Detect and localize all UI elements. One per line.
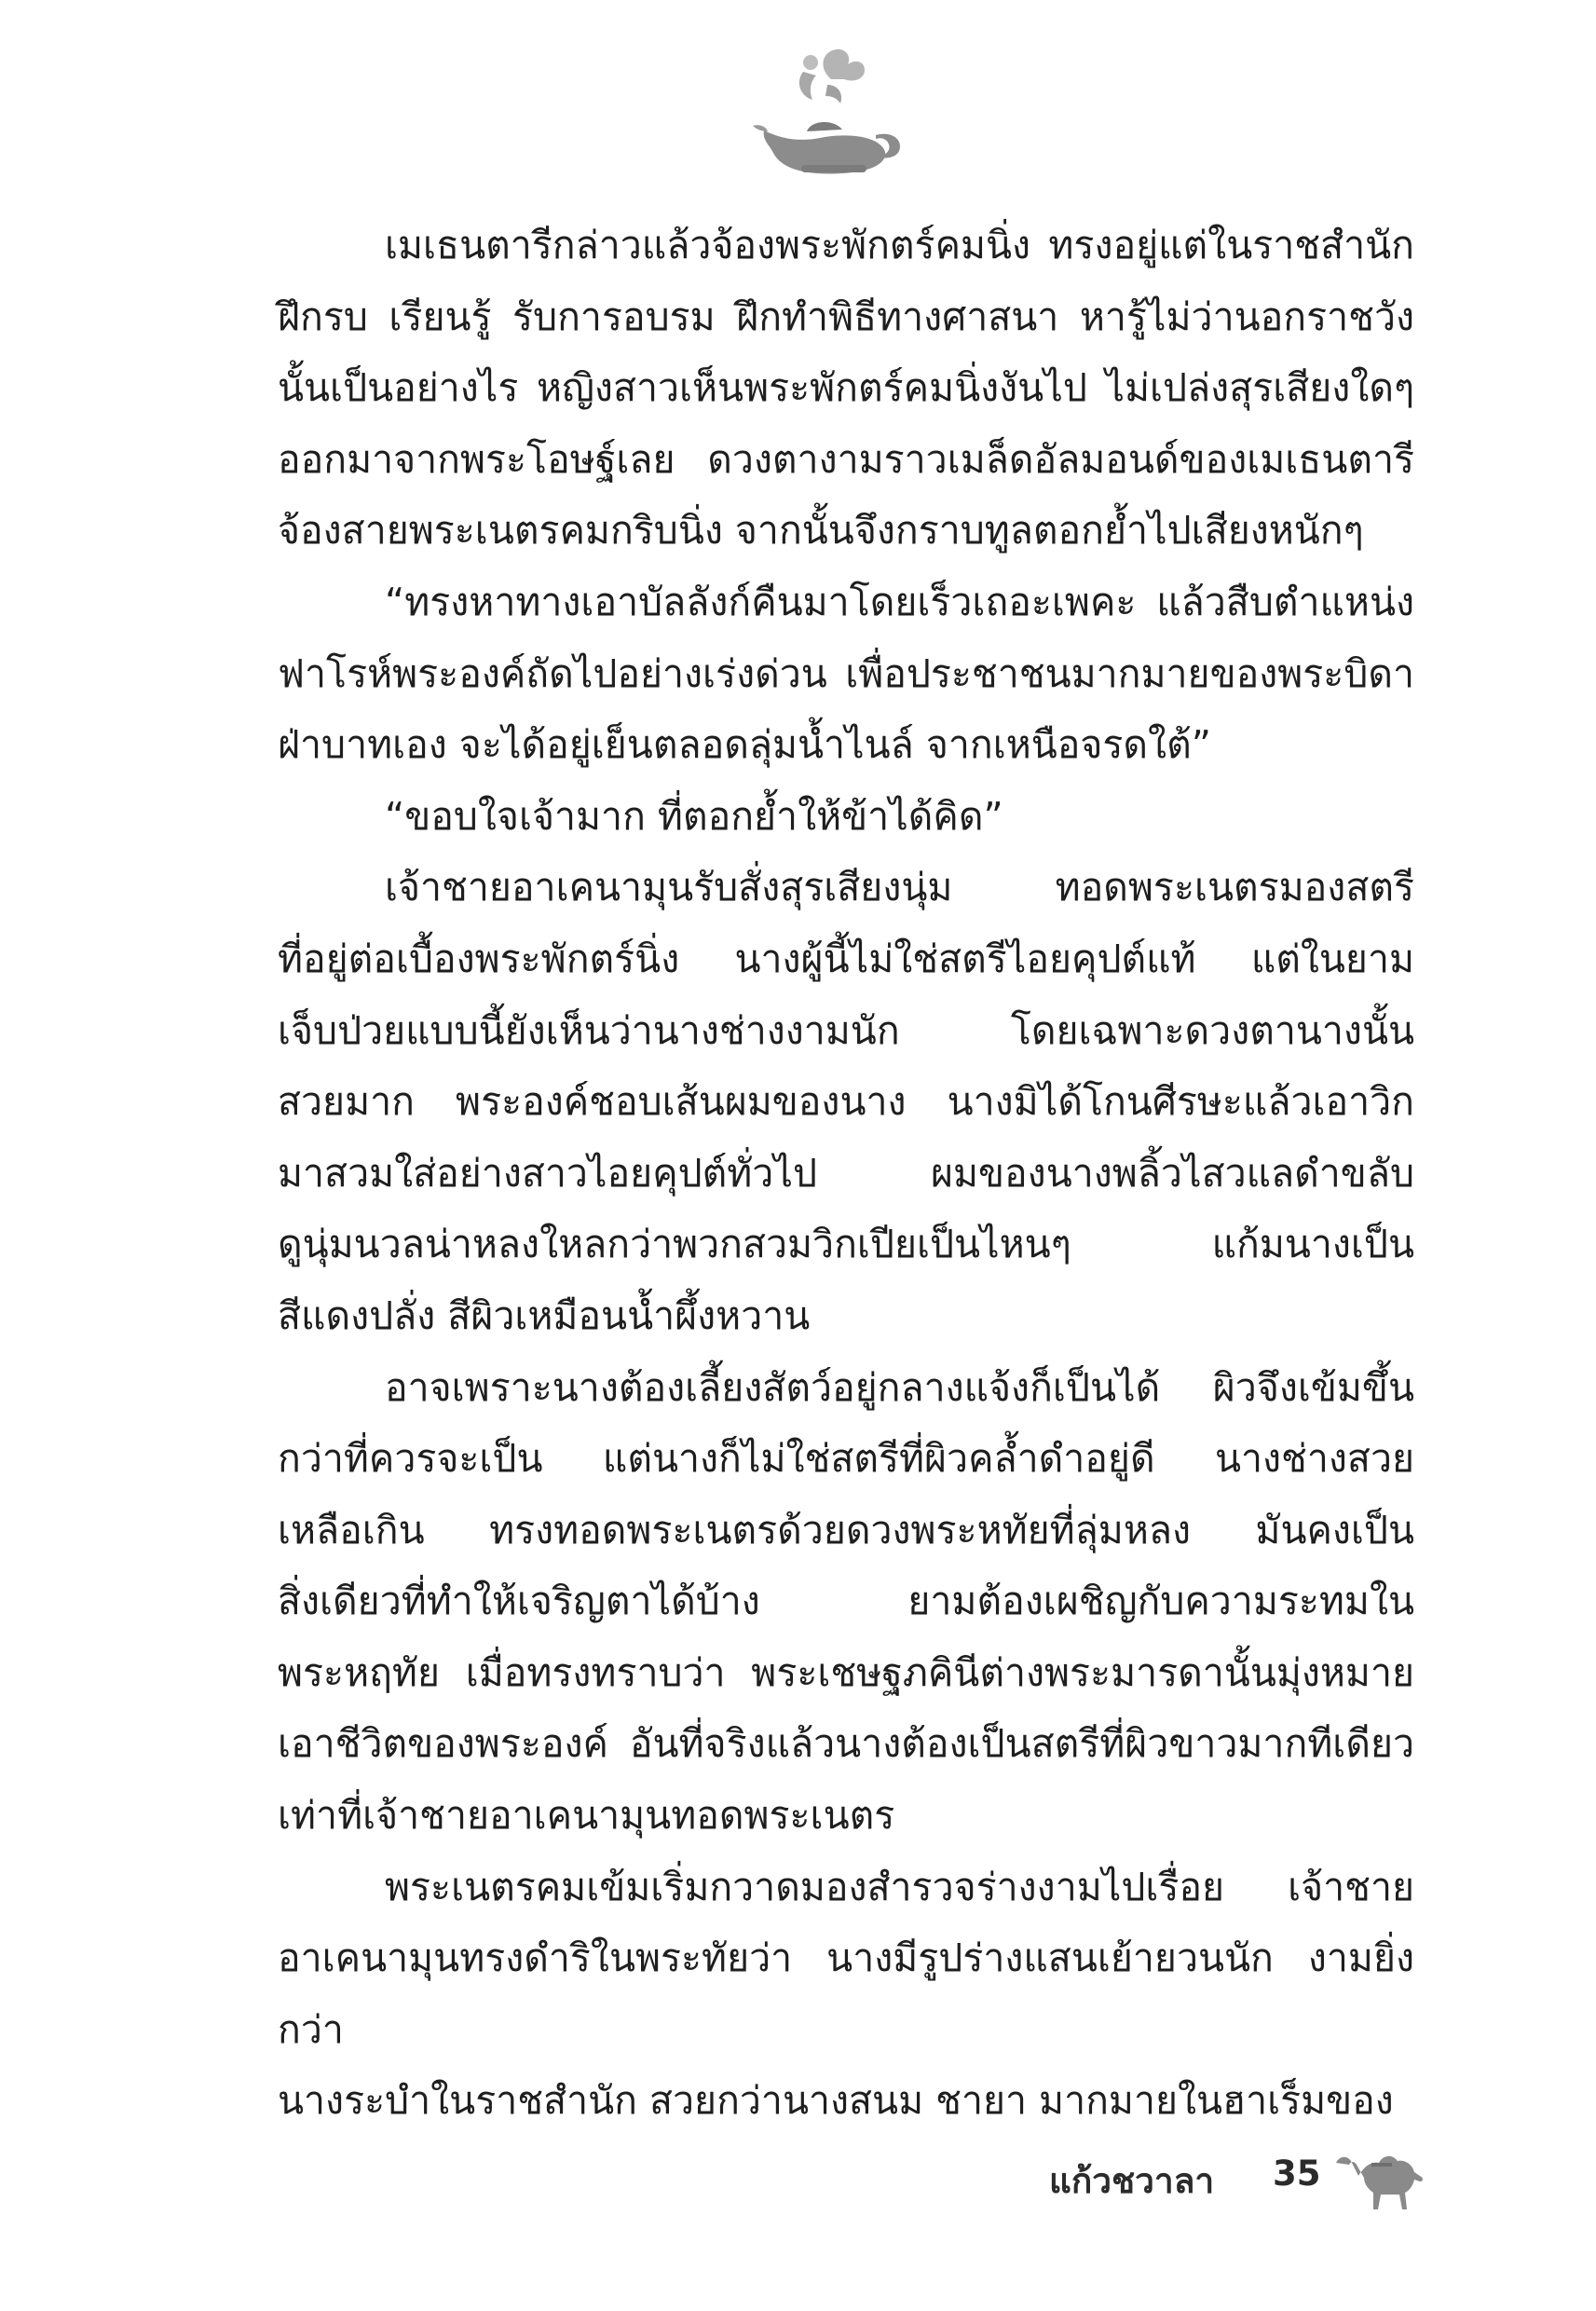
book-title: แก้วชวาลา — [1049, 2161, 1215, 2201]
text-line: มาสวมใส่อย่างสาวไอยคุปต์ทั่วไป ผมของนางพลิ้วไสวแลดำขลับ — [278, 1150, 1414, 1196]
text-line: เจ็บป่วยแบบนี้ยังเห็นว่านางช่างงามนัก โดยเฉพาะดวงตานางนั้น — [278, 1007, 1414, 1053]
text-line: อาเคนามุนทรงดำริในพระทัยว่า นางมีรูปร่างแสนเย้ายวนนัก งามยิ่งกว่า — [278, 1935, 1414, 2052]
text-line: สีแดงปลั่ง สีผิวเหมือนน้ำผึ้งหวาน — [278, 1292, 811, 1338]
genie-lamp-icon — [745, 42, 922, 182]
text-line: จ้องสายพระเนตรคมกริบนิ่ง จากนั้นจึงกราบทูลตอกย้ำไปเสียงหนักๆ — [278, 508, 1364, 554]
text-line: เอาชีวิตของพระองค์ อันที่จริงแล้วนางต้องเป็นสตรีที่ผิวขาวมากทีเดียว — [278, 1721, 1414, 1767]
text-line: นั้นเป็นอย่างไร หญิงสาวเห็นพระพักตร์คมนิ่งงันไป ไม่เปล่งสุรเสียงใดๆ — [278, 365, 1414, 411]
text-line: สิ่งเดียวที่ทำให้เจริญตาได้บ้าง ยามต้องเผชิญกับความระทมใน — [278, 1579, 1414, 1624]
camel-icon — [1329, 2139, 1431, 2213]
text-line: กว่าที่ควรจะเป็น แต่นางก็ไม่ใช่สตรีที่ผิวคล้ำดำอยู่ดี นางช่างสวย — [278, 1436, 1414, 1482]
text-line: สวยมาก พระองค์ชอบเส้นผมของนาง นางมิได้โกนศีรษะแล้วเอาวิก — [278, 1079, 1414, 1125]
text-line: เท่าที่เจ้าชายอาเคนามุนทอดพระเนตร — [278, 1793, 895, 1839]
text-line: “ขอบใจเจ้ามาก ที่ตอกย้ำให้ข้าได้คิด” — [385, 793, 1003, 839]
text-line: เมเธนตารีกล่าวแล้วจ้องพระพักตร์คมนิ่ง ทรงอยู่แต่ในราชสำนัก — [385, 223, 1414, 267]
text-line: ฝ่าบาทเอง จะได้อยู่เย็นตลอดลุ่มน้ำไนล์ จากเหนือจรดใต้” — [278, 722, 1211, 768]
text-line: เจ้าชายอาเคนามุนรับสั่งสุรเสียงนุ่ม ทอดพระเนตรมองสตรี — [385, 865, 1414, 910]
text-line: ที่อยู่ต่อเบื้องพระพักตร์นิ่ง นางผู้นี้ไม่ใช่สตรีไอยคุปต์แท้ แต่ในยาม — [278, 936, 1414, 981]
body-text — [278, 210, 1414, 2137]
page-number: 35 — [1273, 2154, 1321, 2194]
text-line: “ทรงหาทางเอาบัลลังก์คืนมาโดยเร็วเถอะเพคะ แล้วสืบตำแหน่ง — [385, 579, 1414, 624]
text-line: เหลือเกิน ทรงทอดพระเนตรด้วยดวงพระหทัยที่ลุ่มหลง มันคงเป็น — [278, 1507, 1414, 1552]
text-line: พระเนตรคมเข้มเริ่มกวาดมองสำรวจร่างงามไปเรื่อย เจ้าชาย — [385, 1864, 1414, 1909]
text-line: ดูนุ่มนวลน่าหลงใหลกว่าพวกสวมวิกเปียเป็นไหนๆ แก้มนางเป็น — [278, 1222, 1414, 1267]
text-line: นางระบำในราชสำนัก สวยกว่านางสนม ชายา มากมายในฮาเร็มของ — [278, 2078, 1394, 2124]
text-line: ฝึกรบ เรียนรู้ รับการอบรม ฝึกทำพิธีทางศาสนา หารู้ไม่ว่านอกราชวัง — [278, 294, 1414, 339]
text-line: พระหฤทัย เมื่อทรงทราบว่า พระเชษฐภคินีต่างพระมารดานั้นมุ่งหมาย — [278, 1649, 1414, 1695]
text-line: ฟาโรห์พระองค์ถัดไปอย่างเร่งด่วน เพื่อประชาชนมากมายของพระบิดา — [278, 650, 1414, 696]
page-footer — [1032, 2139, 1433, 2213]
text-line: ออกมาจากพระโอษฐ์เลย ดวงตางามราวเมล็ดอัลมอนด์ของเมเธนตารี — [278, 436, 1414, 482]
text-line: อาจเพราะนางต้องเลี้ยงสัตว์อยู่กลางแจ้งก็เป็นได้ ผิวจึงเข้มขึ้น — [385, 1364, 1414, 1410]
